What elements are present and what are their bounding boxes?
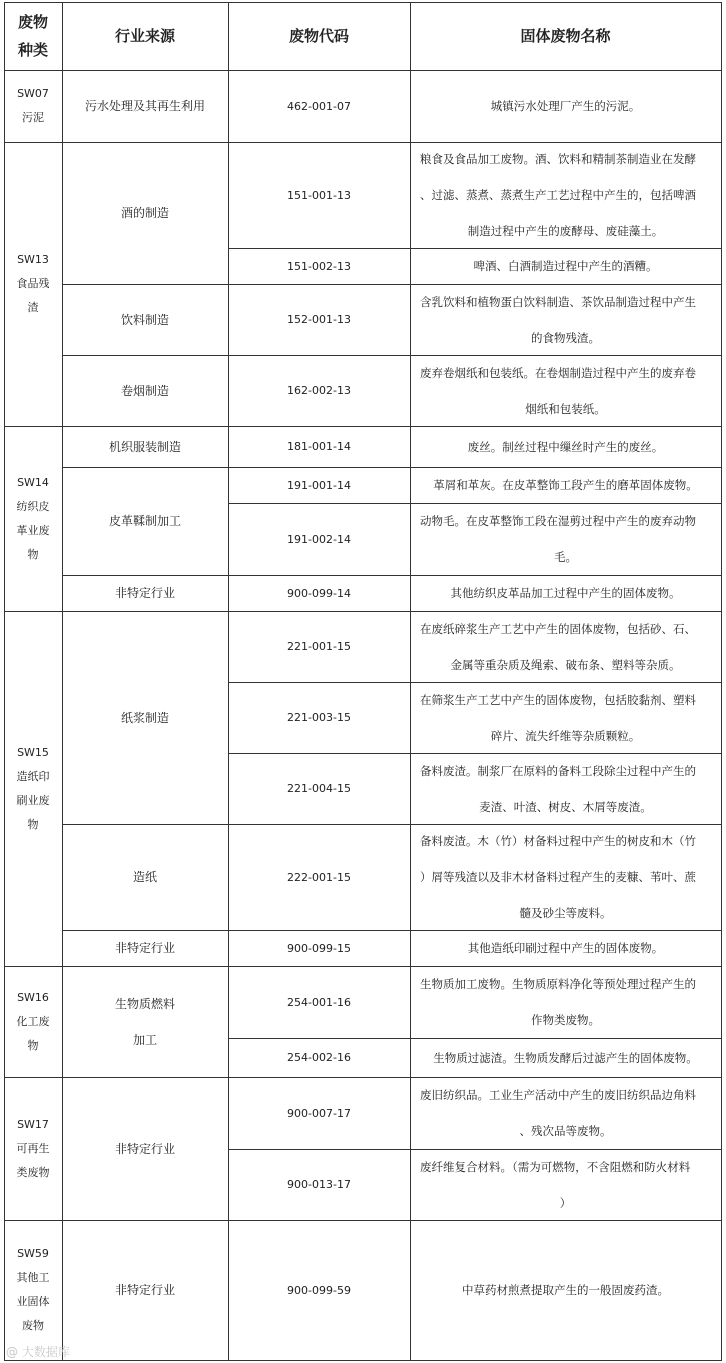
table-rule [228, 1360, 721, 1361]
waste-code-cell: 221-004-15 [287, 782, 351, 795]
waste-code-cell: 181-001-14 [287, 440, 351, 453]
table-rule [62, 1360, 228, 1361]
waste-name-cell: 城镇污水处理厂产生的污泥。 [490, 99, 641, 113]
waste-code-cell: 191-002-14 [287, 532, 351, 546]
waste-name-cell: 生物质加工废物。生物质原料净化等预处理过程产生的 作物类废物。 [420, 977, 696, 1027]
waste-name-cell: 啤酒、白酒制造过程中产生的酒糟。 [473, 259, 658, 273]
industry-cell: 饮料制造 [120, 312, 169, 327]
category-cell: SW15 造纸印 刷业废 物 [16, 745, 50, 831]
table-rule [410, 142, 411, 248]
industry-cell: 非特定行业 [114, 586, 175, 600]
waste-code-cell: 222-001-15 [287, 870, 351, 884]
category-cell: SW13 食品残 渣 [16, 253, 50, 314]
waste-code-cell: 191-001-14 [287, 478, 351, 492]
header-industry: 行业来源 [114, 27, 175, 45]
header-category: 废物 种类 [17, 13, 48, 59]
table-rule [410, 930, 411, 966]
header-code: 废物代码 [288, 27, 349, 45]
industry-cell: 卷烟制造 [120, 383, 169, 398]
table-rule [410, 503, 411, 575]
waste-code-cell: 462-001-07 [287, 99, 351, 113]
waste-code-cell: 221-001-15 [287, 640, 351, 653]
industry-cell: 非特定行业 [114, 1141, 175, 1156]
waste-name-cell: 废丝。制丝过程中缫丝时产生的废丝。 [467, 439, 664, 454]
waste-name-cell: 废旧纺织品。工业生产活动中产生的废旧纺织品边角料 、残次品等废物。 [420, 1088, 696, 1138]
waste-name-cell: 备料废渣。木（竹）材备料过程中产生的树皮和木（竹 ）屑等残渣以及非木材备料过程产生的麦糠、苇叶、蔗 髓及砂尘等废料。 [420, 834, 696, 920]
waste-name-cell: 粮食及食品加工废物。酒、饮料和精制茶制造业在发酵 、过滤、蒸煮、蒸煮生产工艺过程中产生的，包括啤酒 制造过程中产生的废酵母、废硅藻土。 [420, 152, 696, 238]
category-cell: SW59 其他工 业固体 废物 [16, 1247, 50, 1332]
table-rule [410, 966, 411, 1038]
industry-cell: 非特定行业 [114, 941, 175, 955]
watermark: @ 大数据库 [6, 1345, 70, 1359]
table-rule [410, 248, 411, 284]
waste-code-cell: 152-001-13 [287, 313, 351, 326]
waste-code-cell: 254-001-16 [287, 995, 351, 1009]
waste-code-cell: 900-007-17 [287, 1106, 351, 1120]
table-rule [410, 426, 411, 467]
industry-cell: 非特定行业 [114, 1283, 175, 1297]
table-rule [410, 1077, 411, 1149]
table-rule [410, 753, 411, 824]
waste-name-cell: 废纤维复合材料。（需为可燃物，不含阻燃和防火材料 ） [420, 1159, 691, 1210]
table-rule [410, 575, 411, 611]
waste-name-cell: 革屑和革灰。在皮革整饰工段产生的磨革固体废物。 [433, 478, 698, 492]
category-cell: SW17 可再生 类废物 [16, 1117, 50, 1179]
waste-name-cell: 其他纺织皮革品加工过程中产生的固体废物。 [450, 586, 681, 600]
waste-code-cell: 900-099-14 [287, 586, 351, 600]
waste-name-cell: 中草药材煎煮提取产生的一般固废药渣。 [462, 1283, 669, 1297]
category-cell: SW16 化工废 物 [16, 990, 50, 1052]
industry-cell: 皮革鞣制加工 [108, 514, 181, 528]
waste-code-cell: 151-002-13 [287, 259, 351, 273]
waste-name-cell: 备料废渣。制浆厂在原料的备料工段除尘过程中产生的 麦渣、叶渣、树皮、木屑等废渣。 [420, 763, 696, 814]
waste-code-cell: 221-003-15 [287, 711, 351, 724]
waste-code-cell: 900-099-59 [287, 1283, 351, 1297]
table-rule [410, 1220, 411, 1360]
industry-cell: 污水处理及其再生利用 [84, 99, 205, 113]
table-rule [410, 355, 411, 426]
industry-cell: 生物质燃料 加工 [114, 996, 175, 1047]
waste-name-cell: 废弃卷烟纸和包装纸。在卷烟制造过程中产生的废弃卷 烟纸和包装纸。 [420, 365, 696, 416]
table-rule [410, 284, 411, 355]
waste-code-cell: 151-001-13 [287, 188, 351, 202]
table-rule [410, 1038, 411, 1077]
header-name: 固体废物名称 [520, 27, 611, 45]
table-rule [410, 682, 411, 753]
waste-name-cell: 含乳饮料和植物蛋白饮料制造、茶饮品制造过程中产生 的食物残渣。 [420, 294, 696, 345]
waste-code-cell: 900-013-17 [287, 1178, 351, 1191]
waste-name-cell: 动物毛。在皮革整饰工段在湿剪过程中产生的废弃动物 毛。 [420, 514, 696, 564]
table-rule [410, 824, 411, 930]
waste-code-cell: 254-002-16 [287, 1051, 351, 1064]
waste-code-cell: 900-099-15 [287, 941, 351, 955]
table-rule [410, 611, 411, 682]
industry-cell: 机织服装制造 [108, 439, 181, 454]
table-rule [4, 1360, 62, 1361]
category-cell: SW07 污泥 [17, 87, 49, 124]
table-rule [410, 467, 411, 503]
table-rule [721, 2, 722, 1360]
waste-code-cell: 162-002-13 [287, 384, 351, 397]
waste-name-cell: 在废纸碎浆生产工艺中产生的固体废物，包括砂、石、 金属等重杂质及绳索、破布条、塑料等杂质。 [420, 621, 696, 672]
waste-name-cell: 生物质过滤渣。生物质发酵后过滤产生的固体废物。 [433, 1050, 698, 1065]
table-rule [410, 70, 411, 142]
industry-cell: 酒的制造 [120, 206, 169, 220]
table-rule [410, 1149, 411, 1220]
waste-name-cell: 在筛浆生产工艺中产生的固体废物，包括胶黏剂、塑料 碎片、流失纤维等杂质颗粒。 [420, 692, 696, 743]
category-cell: SW14 纺织皮 革业废 物 [16, 475, 50, 561]
industry-cell: 纸浆制造 [120, 710, 169, 725]
waste-name-cell: 其他造纸印刷过程中产生的固体废物。 [467, 941, 664, 955]
industry-cell: 造纸 [132, 870, 157, 884]
